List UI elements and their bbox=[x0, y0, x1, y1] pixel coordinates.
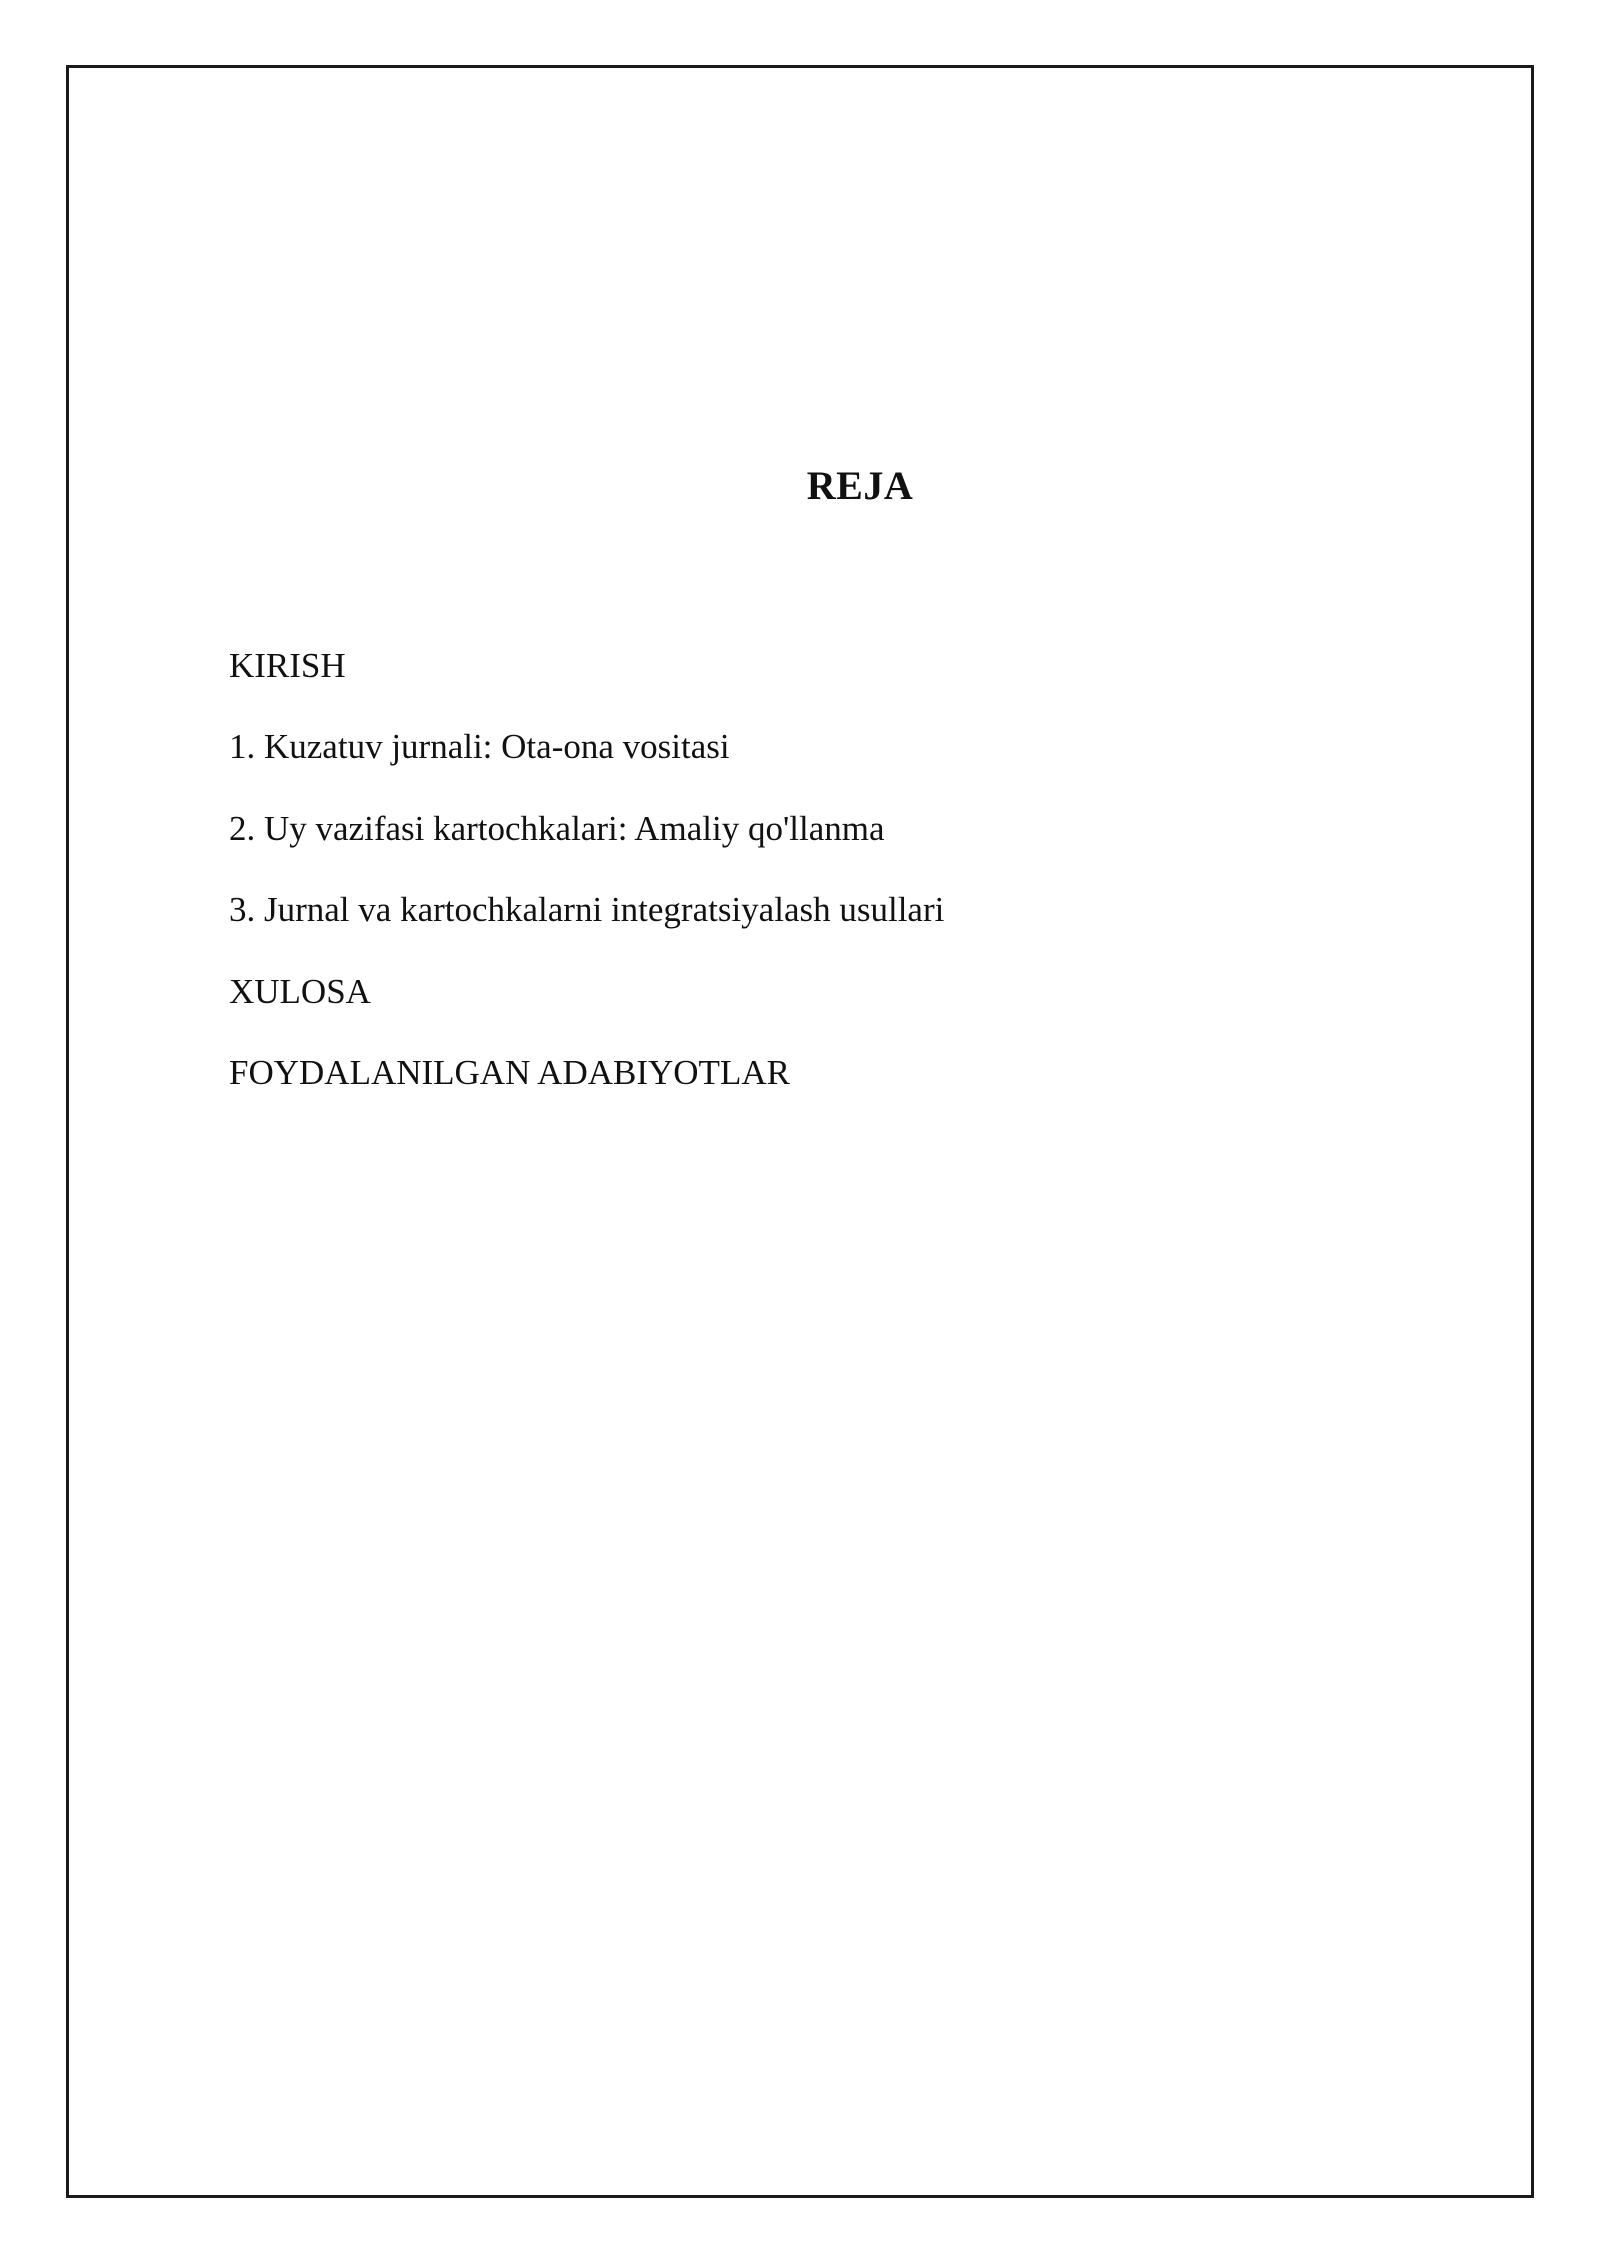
plan-item-3: 3. Jurnal va kartochkalarni integratsiyalash usullari bbox=[229, 890, 945, 930]
plan-item-2: 2. Uy vazifasi kartochkalari: Amaliy qo'llanma bbox=[229, 808, 885, 848]
plan-item-introduction: KIRISH bbox=[229, 646, 346, 685]
plan-list bbox=[229, 645, 944, 1133]
page-title: REJA bbox=[806, 463, 914, 508]
plan-item-1: 1. Kuzatuv jurnali: Ota-ona vositasi bbox=[229, 727, 730, 767]
plan-item-references: FOYDALANILGAN ADABIYOTLAR bbox=[229, 1052, 790, 1092]
plan-item-conclusion: XULOSA bbox=[229, 971, 371, 1011]
